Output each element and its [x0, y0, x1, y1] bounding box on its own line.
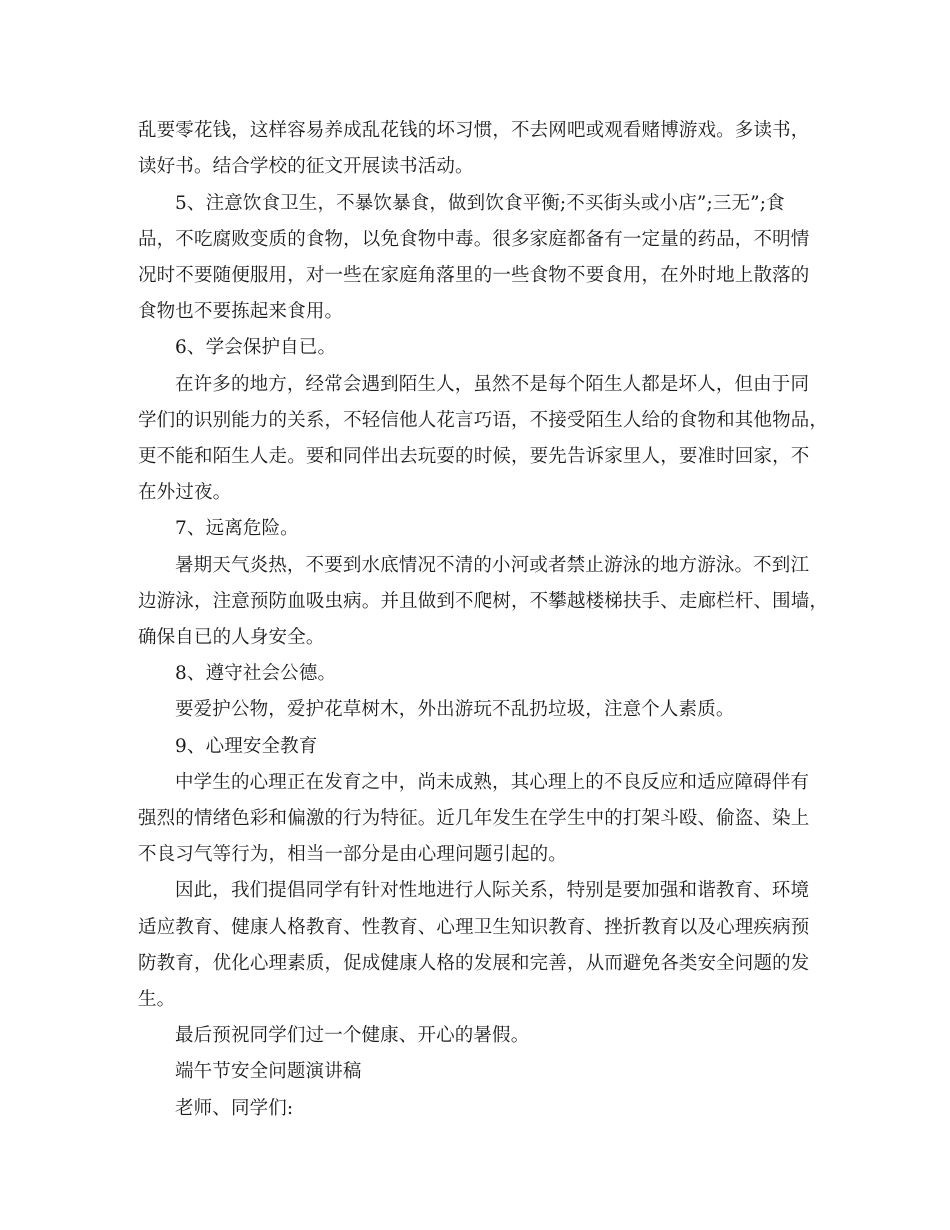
text-line: 况时不要随便服用，对一些在家庭角落里的一些食物不要食用，在外时地上散落的 — [138, 265, 810, 286]
text-line: 防教育，优化心理素质，促成健康人格的发展和完善，从而避免各类安全问题的发 — [138, 953, 810, 974]
section-heading: 8、遵守社会公德。 — [175, 663, 337, 684]
text-line: 在许多的地方，经常会遇到陌生人，虽然不是每个陌生人都是坏人，但由于同 — [175, 374, 810, 395]
salutation: 老师、同学们: — [175, 1098, 294, 1119]
text-line: 不良习气等行为，相当一部分是由心理问题引起的。 — [138, 844, 567, 865]
text-line: 食物也不要拣起来食用。 — [138, 301, 344, 322]
section-heading: 6、学会保护自已。 — [175, 337, 337, 358]
text-line: 在外过夜。 — [138, 482, 232, 503]
text-line: 品，不吃腐败变质的食物，以免食物中毒。很多家庭都备有一定量的药品，不明情 — [138, 229, 810, 250]
section-heading: 9、心理安全教育 — [175, 736, 318, 757]
text-line: 生。 — [138, 989, 176, 1010]
text-line: 学们的识别能力的关系，不轻信他人花言巧语，不接受陌生人给的食物和其他物品， — [138, 410, 829, 431]
text-line: 边游泳，注意预防血吸虫病。并且做到不爬树，不攀越楼梯扶手、走廊栏杆、围墙， — [138, 591, 829, 612]
text-line: 读好书。结合学校的征文开展读书活动。 — [138, 156, 474, 177]
text-line: 适应教育、健康人格教育、性教育、心理卫生知识教育、挫折教育以及心理疾病预 — [138, 917, 810, 938]
text-line: 要爱护公物，爱护花草树木，外出游玩不乱扔垃圾，注意个人素质。 — [175, 699, 735, 720]
text-line: 强烈的情绪色彩和偏激的行为特征。近几年发生在学生中的打架斗殴、偷盗、染上 — [138, 808, 810, 829]
text-line: 因此，我们提倡同学有针对性地进行人际关系，特别是要加强和谐教育、环境 — [175, 880, 810, 901]
text-line: 更不能和陌生人走。要和同伴出去玩耍的时候，要先告诉家里人，要准时回家，不 — [138, 446, 810, 467]
document-title: 端午节安全问题演讲稿 — [175, 1061, 362, 1082]
section-heading: 7、远离危险。 — [175, 518, 299, 539]
text-line: 中学生的心理正在发育之中，尚未成熟，其心理上的不良反应和适应障碍伴有 — [175, 772, 810, 793]
text-line: 暑期天气炎热，不要到水底情况不清的小河或者禁止游泳的地方游泳。不到江 — [175, 555, 810, 576]
text-line: 5、注意饮食卫生，不暴饮暴食，做到饮食平衡;不买街头或小店”;三无”;食 — [175, 193, 785, 214]
text-line: 确保自已的人身安全。 — [138, 627, 325, 648]
text-line: 最后预祝同学们过一个健康、开心的暑假。 — [175, 1025, 530, 1046]
text-line: 乱要零花钱，这样容易养成乱花钱的坏习惯，不去网吧或观看赌博游戏。多读书， — [138, 120, 810, 141]
